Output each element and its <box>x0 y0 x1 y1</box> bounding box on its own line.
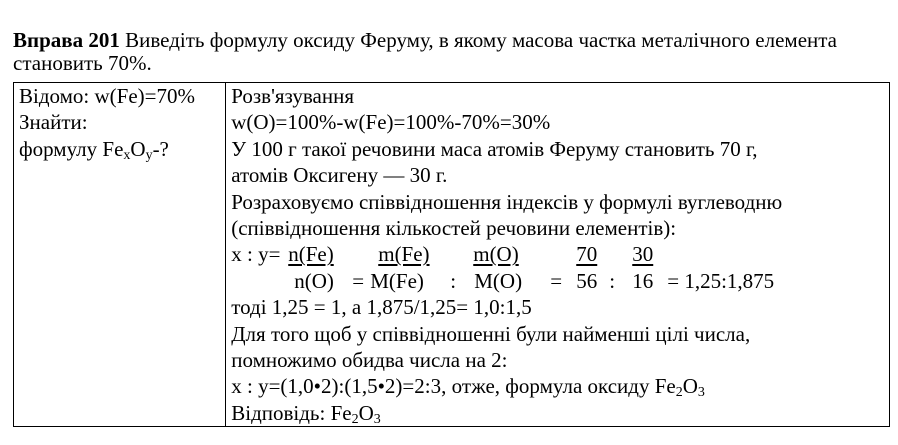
solution-column <box>226 83 890 427</box>
solution-line: помножимо обидва числа на 2: <box>231 347 508 372</box>
exercise-number: Вправа 201 <box>13 28 120 52</box>
solution-line: У 100 г такої речовини маса атомів Феруму становить 70 г, <box>231 136 758 161</box>
solution-line: w(O)=100%-w(Fe)=100%-70%=30% <box>231 110 551 135</box>
find-formula: формулу $Fe_xO_y-$? <box>19 136 169 163</box>
solution-line: (співвідношення кількостей речовини елементів): <box>231 215 677 240</box>
answer-line: Відповідь: $Fe_2O_3$ <box>231 400 381 427</box>
solution-title: Розв'язування <box>231 84 354 108</box>
solution-line: Для того щоб у співвідношенні були найменші цілі числа, <box>231 321 751 346</box>
formula-conclusion: x : y=(1,0•2):(1,5•2)=2:3, отже, формула оксиду $Fe_2O_3$ <box>231 374 705 401</box>
exercise-heading <box>13 29 883 75</box>
solution-line: атомів Оксигену — 30 г. <box>231 163 448 188</box>
given-column <box>14 83 226 427</box>
solution-line: тоді 1,25 = 1, а 1,875/1,25= 1,0:1,5 <box>231 295 532 320</box>
solution-row <box>14 83 890 427</box>
solution-table <box>13 82 890 427</box>
exercise-text: Виведіть формулу оксиду Феруму, в якому масова частка металічного елемента становить 70%. <box>13 28 838 75</box>
ratio-denominators: n(O) = M(Fe) : M(O) = 56 : 16 = 1,25:1,875 <box>294 268 775 293</box>
find-label: Знайти: <box>19 110 88 135</box>
ratio-numerators: x : y= n(Fe) m(Fe) m(O) 70 30 <box>231 242 654 267</box>
solution-line: Розраховуємо співвідношення індексів у формулі вуглеводню <box>231 189 783 214</box>
given-line: Відомо: w(Fe)=70% <box>19 84 195 108</box>
